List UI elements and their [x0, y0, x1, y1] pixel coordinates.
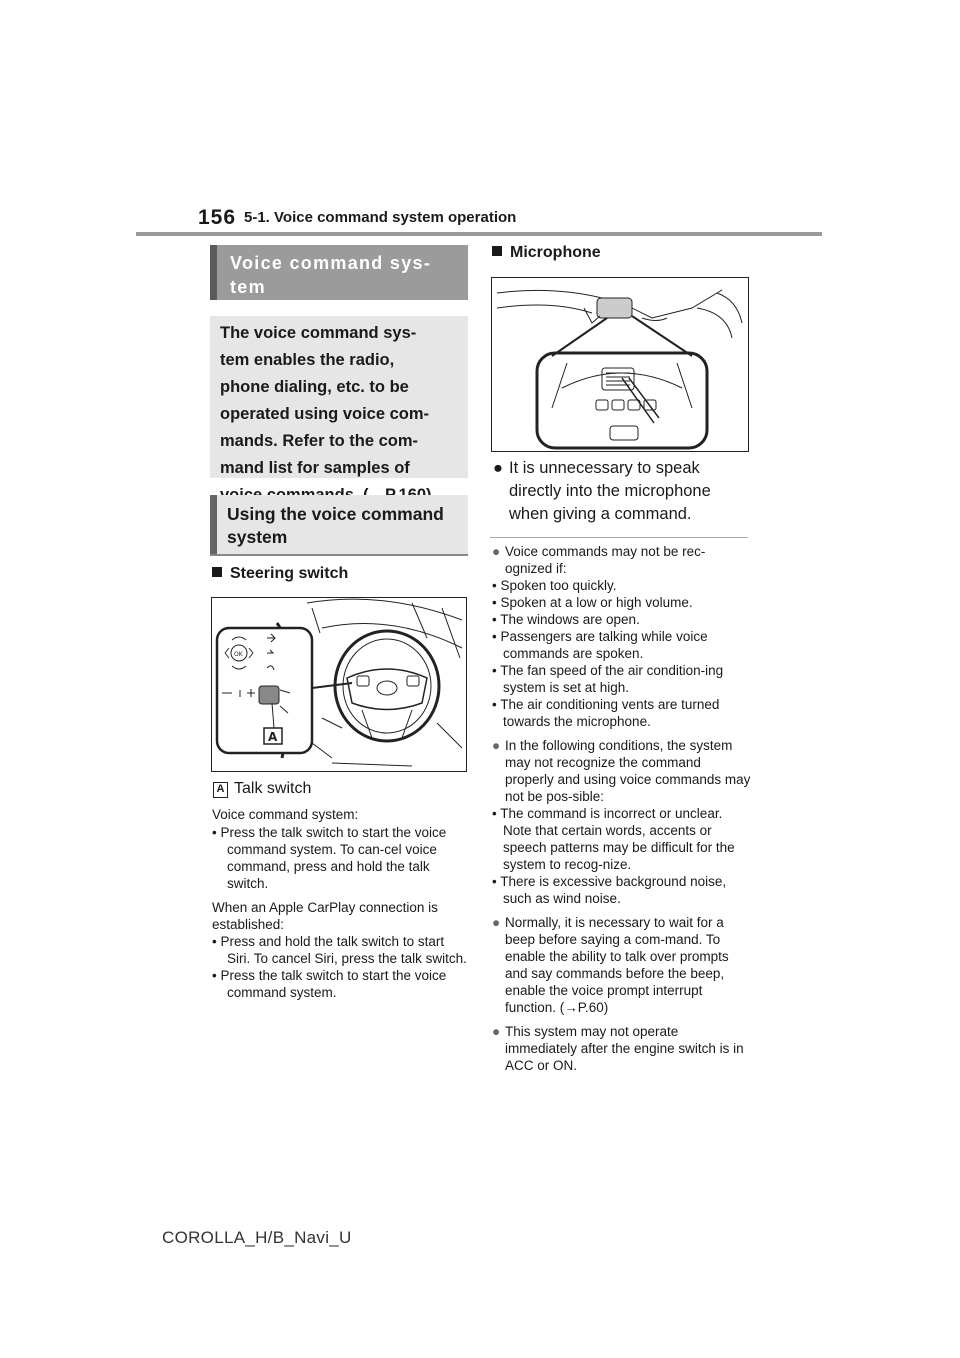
- note-sub-item: • Spoken at a low or high volume.: [492, 595, 693, 610]
- svg-text:OK: OK: [234, 651, 243, 658]
- note-4: ● This system may not operate immediately after the engine switch is in ACC or ON.: [492, 1024, 744, 1073]
- square-bullet-icon: [212, 567, 222, 577]
- microphone-image: [492, 278, 748, 451]
- note-dot-icon: ●: [492, 1024, 501, 1039]
- svg-text:A: A: [268, 730, 278, 744]
- intro-line: operated using voice com-: [220, 405, 430, 423]
- note-3: ● Normally, it is necessary to wait for a beep before saying a com-mand. To enable the ability to talk over prompts and say commands before the beep, enable the voice prompt interrupt function. (→P.60): [492, 915, 729, 1015]
- voice-command-text: [212, 806, 470, 1001]
- subsection-rule: [210, 554, 468, 556]
- steering-heading: Steering switch: [212, 565, 348, 583]
- header-rule: [136, 232, 822, 236]
- section-banner: [210, 245, 468, 300]
- voice-heading: Voice command system:: [212, 807, 359, 822]
- note-sub-item: • There is excessive background noise, such as wind noise.: [492, 874, 727, 906]
- note-1: ● Voice commands may not be rec-ognized if: • Spoken too quickly. • Spoken at a low or high volume. • The windows are open. • Passengers are talking while voice commands are spoken. • The fan speed of the air condition-ing system is set at high. • The air conditioning vents are turned towards the microphone.: [492, 543, 752, 730]
- footer-model-label: COROLLA_H/B_Navi_U: [162, 1228, 352, 1247]
- note-dot-icon: ●: [492, 915, 501, 930]
- banner-title-line-1: Voice command sys-: [230, 253, 432, 273]
- note-dot-icon: ●: [492, 544, 501, 559]
- subsection-title: Using the voice command system: [227, 504, 444, 547]
- note-dot-icon: ●: [492, 738, 501, 753]
- carplay-item: • Press and hold the talk switch to start Siri. To cancel Siri, press the talk switch.: [212, 934, 467, 966]
- mic-bullet: ● It is unnecessary to speak directly into the microphone when giving a command.: [493, 459, 711, 523]
- notes-divider: [490, 537, 748, 538]
- subsection-banner: [210, 495, 468, 555]
- note-2: ● In the following conditions, the system may not recognize the command properly and using voice commands may not be pos-sible: • The command is incorrect or unclear. Note that certain words, accents or speech patterns may be difficult for the system to recog-nize. • There is excessive background noise, such as wind noise.: [492, 738, 751, 906]
- intro-line: tem enables the radio,: [220, 351, 395, 369]
- note-sub-item: • Passengers are talking while voice commands are spoken.: [492, 629, 708, 661]
- intro-line: mand list for samples of: [220, 459, 410, 477]
- banner-title-line-2: tem: [230, 277, 266, 297]
- notes-section: [492, 543, 752, 1074]
- steering-wheel-image: [212, 598, 466, 771]
- intro-line: mands. Refer to the com-: [220, 432, 419, 450]
- round-bullet-icon: ●: [493, 459, 503, 477]
- note-sub-item: • Spoken too quickly.: [492, 578, 617, 593]
- intro-line: The voice command sys-: [220, 324, 417, 342]
- note-sub-item: • The air conditioning vents are turned towards the microphone.: [492, 697, 720, 729]
- page-number: 156: [198, 206, 237, 229]
- intro-box: [210, 316, 468, 478]
- square-bullet-icon: [492, 246, 502, 256]
- steering-switch-illustration: [211, 597, 467, 772]
- note-sub-item: • The fan speed of the air condition-ing system is set at high.: [492, 663, 724, 695]
- callout-a-icon: A: [213, 782, 228, 798]
- carplay-heading: When an Apple CarPlay connection is established:: [212, 900, 438, 932]
- microphone-illustration: [491, 277, 749, 452]
- microphone-heading: Microphone: [492, 244, 601, 262]
- voice-item: • Press the talk switch to start the voice command system. To can-cel voice command, press and hold the talk switch.: [212, 825, 447, 891]
- note-sub-item: • The windows are open.: [492, 612, 640, 627]
- talk-switch-caption: A Talk switch: [213, 780, 311, 798]
- section-title: 5-1. Voice command system operation: [244, 209, 517, 226]
- note-sub-item: • The command is incorrect or unclear. Note that certain words, accents or speech patterns may be difficult for the system to recog-nize.: [492, 806, 735, 872]
- intro-line: phone dialing, etc. to be: [220, 378, 409, 396]
- carplay-item: • Press the talk switch to start the voice command system.: [212, 968, 447, 1000]
